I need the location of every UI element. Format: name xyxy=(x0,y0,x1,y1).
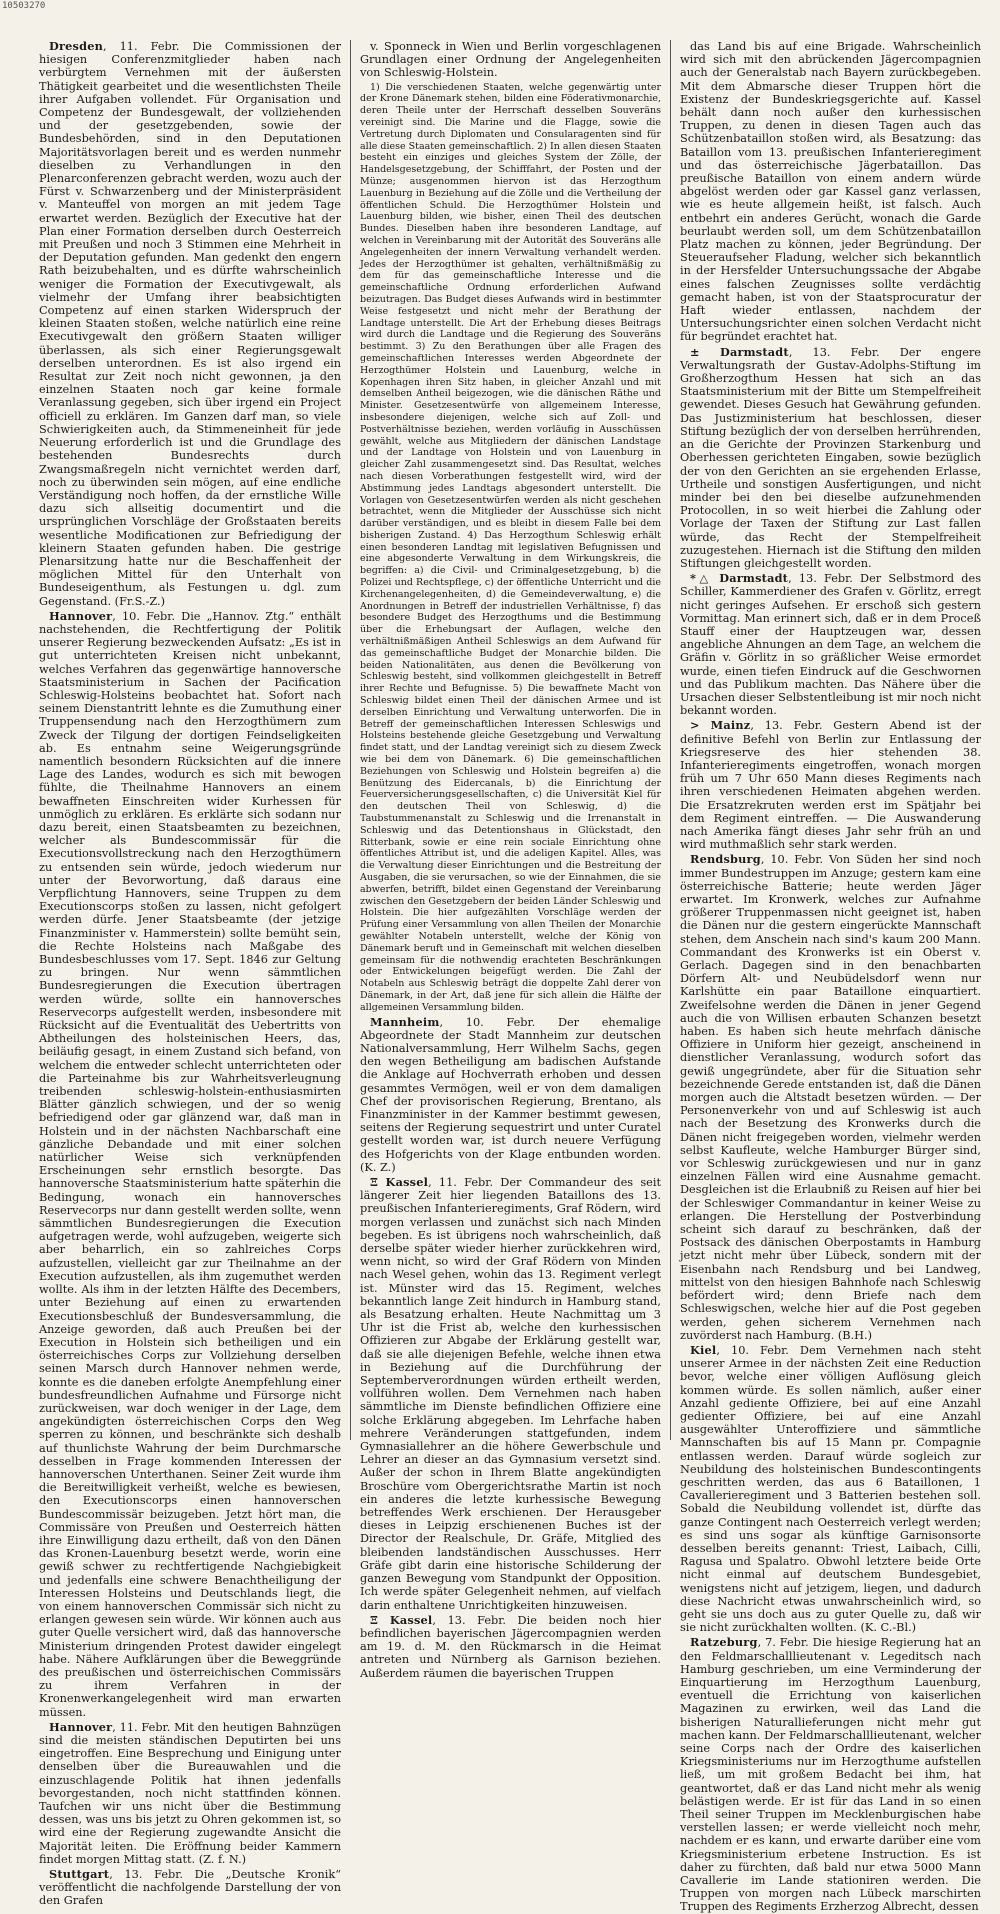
dateline-place: Mainz xyxy=(710,718,751,733)
article-paragraph xyxy=(360,1614,661,1680)
scan-identifier: 10503270 xyxy=(2,1,46,11)
article-paragraph xyxy=(680,346,981,570)
article-text: , 13. Febr. Gestern Abend ist der definitive Befehl von Berlin zur Entlassung der Kriegsreserve des hier stehenden 38. Infanterieregiments eingetroffen, wonach morgen früh um 7 Uhr 650 Mann dieses Regiments nach ihren verschiedenen Heimaten abgehen werden. Die Ersatzrekruten werden erst im Spätjahr bei dem Regiment eintreffen. — Die Auswanderung nach Amerika fängt dieses Jahr sehr früh an und wird muthmaßlich sehr stark werden. xyxy=(680,719,982,852)
article-text: , 7. Febr. Die hiesige Regierung hat an den Feldmarschalllieutenant v. Legeditsch nach Hamburg geschrieben, um eine Verminderung der Einquartierung im Herzogthum Lauenburg, eventuell die Errichtung von kaiserlichen Magazinen zu erwirken, weil das Land die bisherigen Naturallieferungen nicht mehr gut machen kann. Der Feldmarschalllieutenant, welcher seine Corps nach der Ordre des kaiserlichen Kriegsministeriums nur im Herzogthume aufstellen ließ, um mit großem Bedacht bei ihm, hat geantwortet, daß er das Land nicht mehr als wenig belästigen werde. Er ist für das Land in so einen Theil seiner Truppen im Mecklenburgischen habe verstellen lassen; er werde vielleicht noch mehr, nachdem er es kann, und erwarte darüber eine vom Kriegsministerium erbetene Instruction. Es ist daher zu fürchten, daß bald nur etwa 5000 Mann Cavallerie im Lande stationiren werden. Die Truppen von morgen nach Lübeck marschirten Truppen des Regiments Erzherzog Albrecht, dessen xyxy=(680,1636,981,1914)
dateline-place: Hannover xyxy=(49,1719,113,1734)
column-3 xyxy=(670,40,990,1914)
article-paragraph xyxy=(39,40,341,608)
correspondent-mark: > xyxy=(690,718,711,733)
article-paragraph xyxy=(680,853,981,1342)
correspondent-mark: *△ xyxy=(690,571,720,586)
article-paragraph xyxy=(680,719,981,851)
dateline-place: Kassel xyxy=(385,1175,429,1189)
article-paragraph xyxy=(360,82,661,1014)
text-columns xyxy=(30,39,990,1914)
article-paragraph xyxy=(680,40,981,344)
article-paragraph xyxy=(360,1176,661,1612)
article-text: , 10. Febr. Dem Vernehmen nach steht unserer Armee in der nächsten Zeit eine Reduction bevor, welche einer völligen Auflösung gleich kommen würde. Es sollen nämlich, außer einer Anzahl gediente Offiziere, bei auf eine Anzahl gedienter Offiziere, bei auf eine Anzahl ausgewählter Unteroffiziere und sämmtliche Mannschaften bis auf 15 Mann pr. Compagnie entlassen werden. Darauf würde sogleich zur Neubildung des holsteinischen Bundescontingents geschritten werden, das aus 6 Bataillonen, 1 Cavallerieregiment und 3 Batterien bestehen soll. Sobald die Neubildung vollendet ist, dürfte das ganze Contingent nach Oesterreich verlegt werden; es sind uns sogar als künftige Garnisonsorte desselben bereits genannt: Triest, Laibach, Cilli, Ragusa und Spalatro. Obwohl letztere beide Orte nicht einmal auf deutschem Bundesgebiet, wenigstens nicht auf jetzigem, liegen, und dadurch diese Nachricht etwas unwahrscheinlich wird, so geht sie uns doch aus zu guter Quelle zu, daß wir sie nicht zurückhalten wollten. (K. C.-Bl.) xyxy=(680,1343,981,1635)
dateline-place: Rendsburg xyxy=(690,852,761,867)
dateline-place: Hannover xyxy=(49,608,113,623)
dateline-place: Stuttgart xyxy=(49,1867,110,1882)
correspondent-mark: ± xyxy=(690,344,720,359)
article-text: v. Sponneck in Wien und Berlin vorgeschlagenen Grundlagen einer Ordnung der Angelegenheiten von Schleswig-Holstein. xyxy=(360,40,661,80)
article-text: , 11. Febr. Die Commissionen der hiesigen Conferenzmitglieder haben nach verbürgtem Vernehmen mit der äußersten Thätigkeit gearbeitet und die wesentlichsten Theile ihrer Aufgaben vollendet. Für Organisation und Competenz der Bundesgewalt, der vollziehenden und der gesetzgebenden, sowie der Bundesbehörden, sind in den Deputationen Majoritätsvorlagen bereit und es werden nunmehr dieselben zu Verhandlungen in den Plenarconferenzen gebracht werden, wozu auch der Fürst v. Schwarzenberg und der Ministerpräsident v. Manteuffel von morgen an mit jedem Tage erwartet werden. Bezüglich der Executive hat der Plan einer Formation derselben durch Oesterreich mit Preußen und noch 3 Stimmen eine Mehrheit in der Deputation gefunden. Man gedenkt den engern Rath beizubehalten, und es dürfte wahrscheinlich weniger die Formation der Executivgewalt, als vielmehr der Umfang ihrer beabsichtigten Competenz auf einen starken Widerspruch der kleinen Staaten stoßen, welche natürlich eine reine Executivgewalt den größern Staaten williger überlassen, als sich einer Regierungsgewalt derselben unterordnen. Es ist also irgend ein Resultat zur Zeit noch nicht gewonnen, ja den einzelnen Staaten noch gar keine formale Veranlassung gegeben, sich über irgend ein Project officiell zu erklären. Im Ganzen darf man, so viele Schwierigkeiten auch, da Stimmeneinheit für jede Neuerung erforderlich ist und die Grundlage des bestehenden Bundesrechts durch Zwangsmaßregeln nicht vernichtet werden darf, noch zu überwinden sein mögen, auf eine endliche Verständigung noch hoffen, da der ernstliche Wille dazu sich allseitig documentirt und die ursprünglichen Vorschläge der Großstaaten bereits wesentliche Modificationen zur Befriedigung der kleinern Staaten gefunden haben. Die gestrige Plenarsitzung hatte nur die Beschaffenheit der möglichen Mittel für den Unterhalt von Bundeseigenthum, als Festungen u. dgl. zum Gegenstand. (Fr.S.-Z.) xyxy=(39,40,341,608)
article-paragraph xyxy=(680,1636,981,1913)
article-text: , 13. Febr. Der Selbstmord des Schiller, Kammerdiener des Grafen v. Görlitz, erregt nicht geringes Aufsehen. Er erschoß sich gestern Vormittag. Man erinnert sich, daß er in dem Proceß Stauff einer der Hauptzeugen war, dessen angebliche Ahnungen an dem Tage, an welchem die Gräfin v. Görlitz in so gräßlicher Weise ermordet wurde, einen tiefen Eindruck auf die Geschwornen und das Publikum machten. Das Nähere über die Ursachen dieser Selbstentleibung ist mir noch nicht bekannt worden. xyxy=(680,572,981,718)
dateline-place: Darmstadt xyxy=(719,344,789,359)
article-text: , 13. Febr. Die „Deutsche Kronik“ veröffentlicht die nachfolgende Darstellung der von den Grafen xyxy=(39,1868,341,1908)
article-text: , 13. Febr. Die beiden noch hier befindlichen bayerischen Jägercompagnien werden am 19. d. M. den Rückmarsch in die Heimat antreten und Nürnberg als Garnison beziehen. Außerdem räumen die bayerischen Truppen xyxy=(360,1613,661,1680)
article-paragraph xyxy=(39,1721,341,1866)
article-text: das Land bis auf eine Brigade. Wahrscheinlich wird sich mit den abrückenden Jägercompagnien auch der Generalstab nach Bayern zurückbegeben. Mit dem Abmarsche dieser Truppen hört die Existenz der Bundeskriegsgerichte auf. Kassel behält dann noch außer den kurhessischen Truppen, zu denen in diesen Tagen auch das Schützenbataillon stoßen wird, als Besatzung: das Bataillon vom 13. preußischen Infanterieregiment und das österreichische Jägerbataillon. Das preußische Bataillon von einem andern würde abgelöst werden oder gar Kassel ganz verlassen, wie es heute allgemein heißt, ist falsch. Auch entbehrt ein anderes Gerücht, wonach die Garde beurlaubt werden soll, um dem Schützenbataillon Platz machen zu können, jeder Begründung. Der Steueraufseher Fladung, welcher sich bekanntlich in der Hersfelder Untersuchungssache der Abgabe eines falschen Zeugnisses sollte verdächtig gemacht haben, ist von der Staatsprocuratur der Haft wieder entlassen, nachdem der Untersuchungsrichter einen solchen Verdacht nicht für begründet erachtet hat. xyxy=(680,40,981,344)
article-text: , 10. Febr. Von Süden her sind noch immer Bundestruppen im Anzuge; gestern kam eine österreichische Batterie; heute werden Jäger erwartet. Im Kronwerk, welches zur Aufnahme größerer Truppenmassen nicht geeignet ist, haben die Dänen nur die gestern eingerückte Mannschaft stehen, dem Anschein nach sind's kaum 200 Mann. Commandant des Kronwerks ist ein Oberst v. Gerlach. Dagegen sind in den benachbarten Dörfern Alt- und Neubüdelsdorf wenn nur Karlshütte ein paar Bataillone einquartiert. Zweifelsohne werden die Dänen in jener Gegend auch die von Willisen erbauten Schanzen besetzt haben. Es haben sich heute mehrfach dänische Offiziere in Uniform hier gezeigt, anscheinend in dienstlicher Veranlassung, wodurch sofort das gewiß ungegründete, aber für die Situation sehr bezeichnende Gerede entstanden ist, daß die Dänen morgen auch die Altstadt besetzen würden. — Der Personenverkehr von und auf Schleswig ist auch nach der Besetzung des Kronwerks durch die Dänen nicht freigegeben worden, vielmehr werden selbst Kaufleute, welche Hamburger Bürger sind, vor Schleswig zurückgewiesen und nur in ganz einzelnen Fällen wird eine Ausnahme gemacht. Desgleichen ist die Erlaubniß zu Reisen auf hier bei der Schleswiger Commandantur in keiner Weise zu erlangen. Die Herstellung der Postverbindung scheint sich darauf zu beschränken, daß der Postsack des dänischen Oberpostamts in Hamburg jetzt nicht mehr über Lübeck, sondern mit der Eisenbahn nach Rendsburg und bei Landweg, mittelst von den hiesigen Bahnhofe nach Schleswig befördert wird; denn Briefe nach dem Schleswigschen, welche hier auf die Post gegeben werden, gehen sicherem Vernehmen nach zuvörderst nach Hamburg. (B.H.) xyxy=(680,853,981,1342)
article-paragraph xyxy=(680,572,981,717)
article-paragraph xyxy=(360,1016,661,1174)
article-text: , 10. Febr. Die „Hannov. Ztg.“ enthält nachstehenden, die Rechtfertigung der Politik unserer Regierung bezweckenden Aufsatz: „Es ist in gut unterrichteten Kreisen nicht unbekannt, welches Verfahren das gegenwärtige hannoversche Staatsministerium in Sachen der Pacification Schleswig-Holsteins beobachtet hat. Sofort nach seinem Dienstantritt lehnte es die Zumuthung einer Truppensendung nach den Herzogthümern zum Zweck der Tilgung der dortigen Feindseligkeiten ab. Es entnahm seine Weigerungsgründe namentlich besondern Rücksichten auf die innere Lage des Landes, wodurch es sich mit bewogen fühlte, die Theilnahme Hannovers an einem bewaffneten Einschreiten wider Kurhessen für unmöglich zu erklären. Es erklärte sich sodann nur dazu bereit, einen Staatsbeamten zu bezeichnen, welcher als Bundescommissär für die Executionsvollstreckung nach den Herzogthümern zu entsenden sein würde, jedoch wiederum nur unter der Bevorwortung, daß daraus eine Verpflichtung Hannovers, seine Truppen zu dem Executionscorps stoßen zu lassen, nicht gefolgert werden dürfe. Jener Staatsbeamte (der jetzige Finanzminister v. Hammerstein) sollte bemüht sein, die Rechte Holsteins nach Maßgabe des Bundesbeschlusses vom 17. Sept. 1846 zur Geltung zu bringen. Nur wenn sämmtlichen Bundesregierungen die Execution übertragen werden würde, sollte ein hannoversches Reservecorps aufgestellt werden, insbesondere mit Rücksicht auf die Eventualität des Uebertritts von Abtheilungen des holsteinischen Heers, das, beiläufig gesagt, in einem Zustand sich befand, von welchem die entweder schlecht unterrichteten oder die Parteinahme bis zur Wahrheitsverleugnung treibenden schleswig-holstein-enthusiasmirten Blätter gänzlich schwiegen, und der so wenig befriedigend oder gar glänzend war, daß man in Holstein und in der nächsten Nachbarschaft eine gänzliche Debandade und mit einer solchen natürlicher Weise sich verknüpfenden Erscheinungen sehr ernstlich besorgte. Das hannoversche Staatsministerium hatte späterhin die Bedingung, wonach ein hannoversches Reservecorps nur dann gestellt werden sollte, wenn sämmtlichen Bundesregierungen die Execution aufgetragen werde, wohl aufzugeben, weigerte sich aber beharrlich, ein so zahlreiches Corps aufzustellen, vielleicht gar zur Theilnahme an der Execution aufzustellen, als ihm zugemuthet werden wollte. Als ihm in der letzten Hälfte des Decembers, unter Beziehung auf einen zu erwartenden Executionsbeschluß der Bundesversammlung, die Anzeige geworden, daß auch Preußen bei der Execution in Holstein sich betheiligen und ein österreichisches Corps zur Vollziehung derselben seinen Marsch durch Hannover nehmen werde, konnte es die daneben erfolgte Anempfehlung einer bundesfreundlichen Aufnahme und Fürsorge nicht zurückweisen, war doch weniger in der Lage, dem angekündigten österreichischen Corps den Weg sperren zu können, und beschränkte sich deshalb auf thunlichste Wahrung der beim Durchmarsche desselben in Frage kommenden Interessen der hannoverschen Unterthanen. Seiner Zeit wurde ihm die Bereitwilligkeit verheißt, welche es bewiesen, den Executionscorps einen hannoverschen Bundescommissär beizugeben. Jetzt hört man, die Commissäre von Preußen und Oesterreich hätten ihre Einwilligung dazu ertheilt, daß von den Dänen das Kronen-Lauenburg besetzt werde, worin eine gewiß schwer zu rechtfertigende Nachgiebigkeit und jedenfalls eine schwere Benachtheiligung der Interessen Holsteins und Deutschlands liegt, die von einem hannoverschen Commissär sich nicht zu erlangen gewesen sein würde. Wir können auch aus guter Quelle versichert wird, daß das hannoversche Ministerium dringenden Protest dawider eingelegt habe. Nähere Aufklärungen über die Beweggründe des preußischen und österreichischen Commissärs zu ihrem Verfahren in der Kronenwerkangelegenheit wird man erwarten müssen. xyxy=(39,609,341,1719)
article-paragraph xyxy=(360,40,661,80)
article-text: 1) Die verschiedenen Staaten, welche gegenwärtig unter der Krone Dänemark stehen, bilden eine Föderativmonarchie, deren Theile unter der Herrschaft desselben Souveräns vereinigt sind. Die Marine und die Flagge, sowie die Vertretung durch Diplomaten und Consularagenten sind für alle diese Staaten gemeinschaftlich. 2) In allen diesen Staaten besteht ein einziges und gleiches System der Zölle, der Handelsgesetzgebung, der Schifffahrt, der Posten und der Münze; ausgenommen hiervon ist das Herzogthum Lauenburg in Beziehung auf die Zölle und die Vertheilung der öffentlichen Schuld. Die Herzogthümer Holstein und Lauenburg bilden, wie bisher, einen Theil des deutschen Bundes. Dieselben haben ihre besonderen Landtage, auf welchen in Vereinbarung mit der Autorität des Souveräns alle Angelegenheiten der innern Verwaltung verhandelt werden. Jedes der Herzogthümer ist gehalten, verhältnißmäßig zu dem für das gemeinschaftliche Interesse und die gemeinschaftliche Ordnung erforderlichen Aufwand beizutragen. Das Budget dieses Aufwands wird in bestimmter Weise festgesetzt und nicht mehr der Berathung der Landtage unterstellt. Die Art der Erhebung dieses Beitrags wird durch die Landtage und die Regierung des Souveräns bestimmt. 3) Zu den Berathungen über alle Fragen des gemeinschaftlichen Interesses werden Abgeordnete der Herzogthümer Holstein und Lauenburg, welche in Kopenhagen ihren Sitz haben, in gleicher Anzahl und mit demselben Antheil beigezogen, wie die dänischen Räthe und Minister. Gesetzesentwürfe von allgemeinem Interesse, insbesondere diejenigen, welche sich auf Zoll- und Postverhältnisse beziehen, werden vorläufig in Ausschüssen gewählt, welche aus Mitgliedern der dänischen Landstage und der Landtage von Holstein und von Lauenburg in gleicher Zahl zusammengesetzt sind. Das Resultat, welches nach diesen Vorberathungen festgestellt wird, wird der Abstimmung jedes Landtags abgesondert unterstellt. Die Vorlagen von Gesetzesentwürfen werden als nicht geschehen betrachtet, wenn die Mitglieder der Ausschüsse sich nicht darüber verständigen, und es bleibt in diesem Falle bei dem bisherigen Zustand. 4) Das Herzogthum Schleswig erhält einen besonderen Landtag mit legislativen Befugnissen und eine abgesonderte Verwaltung in dem Wirkungskreis, die begriffen: a) die Civil- und Criminalgesetzgebung, b) die Polizei und Rechtspflege, c) der öffentliche Unterricht und die Kirchenangelegenheiten, d) die Gemeindeverwaltung, e) die Anordnungen in Betreff der industriellen Verhältnisse, f) das besondere Budget des Herzogthums und die Bestimmung über die Erhebungsart der Auflagen, welche den verhältnißmäßigen Antheil Schleswigs an dem Aufwand für das gemeinschaftliche Budget der Monarchie bilden. Die beiden Nationalitäten, aus denen die Bevölkerung von Schleswig besteht, sind vollkommen gleichgestellt in Betreff ihrer Rechte und Befugnisse. 5) Die bewaffnete Macht von Schleswig bildet einen Theil der dänischen Armee und ist derselben Einrichtung und Verwaltung unterworfen. Die in Betreff der gemeinschaftlichen Interessen Schleswigs und Holsteins bestehende gleiche Gesetzgebung und Verwaltung findet statt, und der Landtag vereinigt sich zu diesem Zweck wie bei dem von Dänemark. 6) Die gemeinschaftlichen Beziehungen von Schleswig und Holstein begreifen a) die Benützung des Eidercanals, b) die Einrichtung der Feuerversicherungsgesellschaften, c) die Universität Kiel für den deutschen Theil von Schleswig, d) die Taubstummenanstalt zu Schleswig und die Irrenanstalt in Schleswig und das Detentionshaus in Glückstadt, den Ritterbank, sowie er eine rein sociale Einrichtung ohne öffentliches Attribut ist, und die adeligen Kapitel. Alles, was die Verwaltung dieser Einrichtungen und die Bestreitung der Ausgaben, die sie verursachen, so wie der Einnahmen, die sie abwerfen, betrifft, bildet einen Gegenstand der Vereinbarung zwischen den Gesetzgebern der beiden Länder Schleswig und Holstein. Die hier aufgezählten Vorschläge werden der Prüfung einer Versammlung von allen Theilen der Monarchie gewählter Notabeln unterstellt, welche der König von Dänemark beruft und in Gemeinschaft mit welchen dieselben gemeinsam für die nothwendig erachteten Beschränkungen oder Entwickelungen beigefügt werden. Die Zahl der Notabeln aus Schleswig beträgt die doppelte Zahl derer von Dänemark, in der Art, daß jene für sich allein die Hälfte der allgemeinen Versammlung bilden. xyxy=(360,81,661,1013)
article-paragraph xyxy=(39,1868,341,1908)
dateline-place: Ratzeburg xyxy=(690,1635,758,1650)
dateline-place: Kassel xyxy=(389,1612,433,1627)
dateline-place: Darmstadt xyxy=(719,571,789,586)
correspondent-mark: Ξ xyxy=(370,1612,390,1627)
article-paragraph xyxy=(680,1344,981,1634)
correspondent-mark: Ξ xyxy=(370,1175,386,1189)
column-2 xyxy=(350,40,670,1680)
dateline-place: Dresden xyxy=(49,39,103,53)
article-text: , 13. Febr. Der engere Verwaltungsrath der Gustav-Adolphs-Stiftung im Großherzogthum Hessen hat sich an das Staatsministerium mit der Bitte um Stempelfreiheit gewendet. Dieses Gesuch hat Gewährung gefunden. Das Justizministerium hat beschlossen, dieser Stiftung bezüglich der von derselben herrührenden, an die Gerichte der Provinzen Starkenburg und Oberhessen gerichteten Eingaben, sowie bezüglich der von den Gerichten an sie ergehenden Erlasse, Urtheile und sonstigen Ausfertigungen, und nicht minder bei den bei dieselbe aufzunehmenden Protocollen, in so weit hierbei die Zahlung oder Vorlage der Taxen der Stiftung zur Last fallen würde, das Recht der Stempelfreiheit zuzugestehen. Hiernach ist die Stiftung den milden Stiftungen gleichgestellt worden. xyxy=(680,345,981,570)
article-text: , 11. Febr. Der Commandeur des seit längerer Zeit hier liegenden Bataillons des 13. preußischen Infanterieregiments, Graf Rödern, wird morgen verlassen und zunächst sich nach Minden begeben. Es ist übrigens noch wahrscheinlich, daß derselbe später wieder hierher zurückkehren wird, wenn nicht, so wird der Graf Rödern von Minden nach Wesel gehen, wohin das 13. Regiment verlegt ist. Münster wird das 15. Regiment, welches bekanntlich lange Zeit hindurch in Hamburg stand, als Besatzung erhalten. Heute Nachmittag um 3 Uhr ist die Frist ab, welche den kurhessischen Offizieren zur Abgabe der Erklärung gestellt war, daß sie alle diejenigen Befehle, welche ihnen etwa in Beziehung auf die Durchführung der Septemberverordnungen würden ertheilt werden, vollführen wollen. Dem Vernehmen nach haben sämmtliche im Dienste befindlichen Offiziere eine solche Erklärung abgegeben. Im Lehrfache haben mehrere Veränderungen stattgefunden, indem Gymnasiallehrer an die höhere Gewerbschule und Lehrer an dieser an das Gymnasium versetzt sind. Außer der schon in Ihrem Blatte angekündigten Broschüre vom Obergerichtsrathe Martin ist noch ein anderes die letzte kurhessische Bewegung betreffendes Werk erschienen. Der Herausgeber dieses in Leipzig erschienenen Buches ist der Director der Realschule, Dr. Gräfe, Mitglied des bleibenden landständischen Ausschusses. Herr Gräfe gibt darin eine historische Schilderung der ganzen Bewegung vom Standpunkt der Opposition. Ich werde später Gelegenheit nehmen, auf vielfach darin enthaltene Unrichtigkeiten hinzuweisen. xyxy=(360,1176,661,1612)
article-text: , 10. Febr. Der ehemalige Abgeordnete der Stadt Mannheim zur deutschen Nationalversammlung, Herr Wilhelm Sachs, gegen den wegen Betheiligung am badischen Aufstande die Anklage auf Hochverrath erhoben und dessen gesammtes Vermögen, weil er von dem damaligen Chef der provisorischen Regierung, Brentano, als Finanzminister in der Kammer bestimmt gewesen, seitens der Regierung sequestrirt und unter Curatel gestellt worden war, ist durch neuere Verfügung des Hofgerichts von der Klage entbunden worden. (K. Z.) xyxy=(360,1015,661,1174)
column-1 xyxy=(30,39,350,1908)
article-paragraph xyxy=(39,610,341,1719)
dateline-place: Kiel xyxy=(690,1342,717,1357)
article-text: , 11. Febr. Mit den heutigen Bahnzügen sind die meisten ständischen Deputirten bei uns eingetroffen. Eine Besprechung und Einigung unter denselben über die Bureauwahlen und die einzuschlagende Politik hat ihnen jedenfalls bevorgestanden, noch nicht stattfinden können. Taufchen wir uns nicht über die Bestimmung dessen, was uns bis jetzt zu Ohren gekommen ist, so wird eine der Regierung zugewandte Ansicht die Majorität leiten. Die Eröffnung beider Kammern findet morgen Mittag statt. (Z. f. N.) xyxy=(39,1720,342,1866)
dateline-place: Mannheim xyxy=(370,1014,440,1029)
